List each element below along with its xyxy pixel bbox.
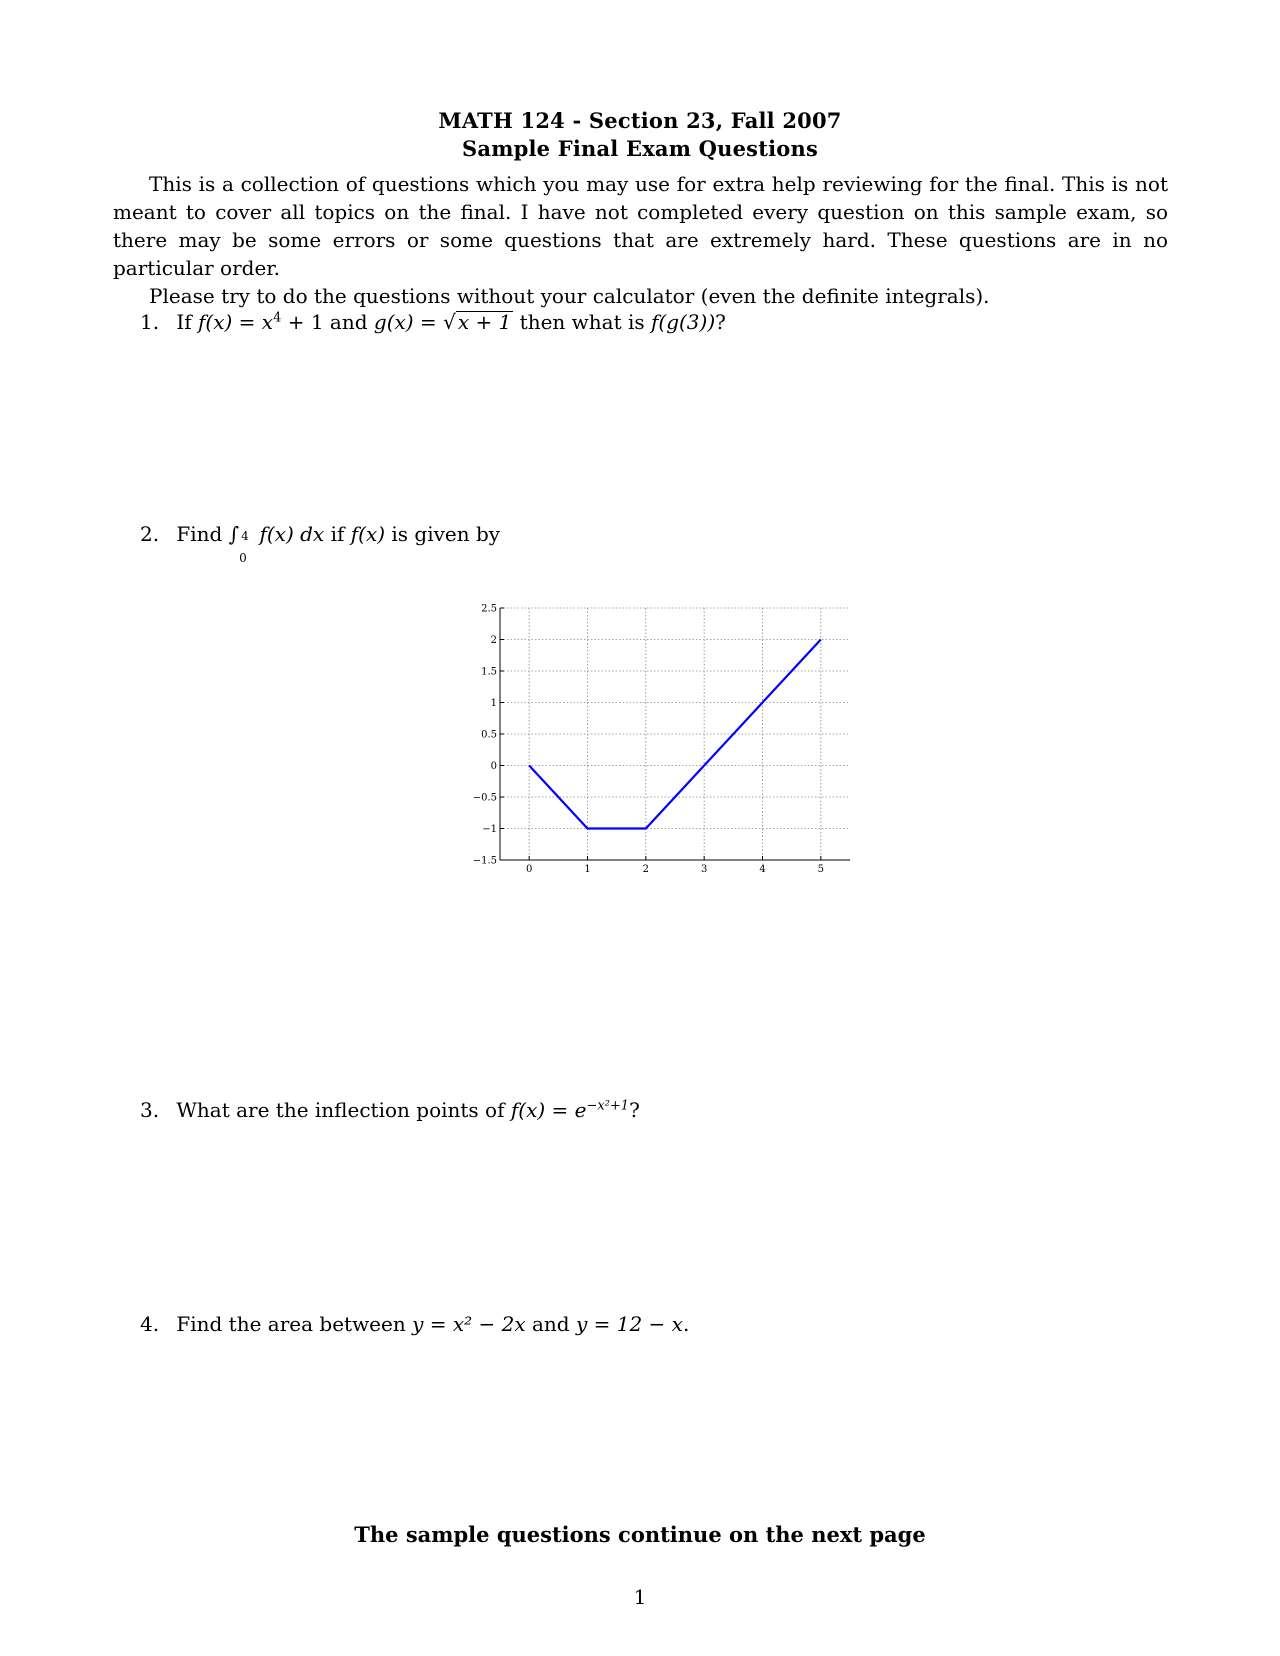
- question-3: [140, 1098, 640, 1122]
- x-tick-label: 3: [700, 864, 708, 875]
- question-number: 4.: [140, 1312, 160, 1336]
- y-tick-label: 2: [490, 635, 497, 646]
- q1-g-radicand: x + 1: [457, 310, 512, 334]
- function-graph: [460, 598, 860, 878]
- q1-f-def: f(x) = x: [198, 310, 274, 334]
- q1-end: ?: [715, 310, 726, 334]
- q1-middle: then what is: [519, 310, 645, 334]
- y-tick-label: 1: [490, 698, 497, 709]
- question-number: 3.: [140, 1098, 160, 1122]
- intro-text: [113, 170, 1168, 310]
- integral-lower: 0: [239, 551, 247, 565]
- q2-tail: is given by: [391, 522, 501, 546]
- y-tick-label: 0.5: [481, 729, 497, 741]
- q1-lead: If: [176, 310, 192, 334]
- q1-f-tail: + 1: [281, 310, 324, 334]
- exam-title: Sample Final Exam Questions: [462, 136, 818, 161]
- x-tick-label: 4: [759, 864, 766, 875]
- x-tick-label: 2: [642, 864, 650, 875]
- question-1: [140, 310, 726, 334]
- q1-f-exp: 4: [273, 310, 282, 326]
- q2-integrand: f(x) dx: [259, 522, 325, 546]
- q2-mid: if: [330, 522, 345, 546]
- page-number: 1: [633, 1585, 647, 1609]
- x-tick-label: 5: [817, 864, 825, 875]
- question-2: [140, 522, 501, 565]
- y-tick-label: 0: [490, 761, 497, 772]
- question-number: 2.: [140, 522, 160, 546]
- x-tick-label: 0: [525, 864, 533, 875]
- course-title: MATH 124 - Section 23, Fall 2007: [438, 108, 842, 133]
- question-4: [140, 1312, 689, 1336]
- grid-lines: [500, 608, 850, 860]
- q2-lead: Find: [176, 522, 223, 546]
- y-tick-label: −1.5: [472, 855, 497, 867]
- y-tick-label: 2.5: [481, 603, 497, 615]
- intro-paragraph-1: This is a collection of questions which you may use for extra help reviewing for the final. This is not meant to cover all topics on the final. I have not completed every question on this sample exam, so there may be some errors or some questions that are extremely hard. These questions are in no particular order.: [113, 172, 1168, 280]
- intro-paragraph-2: Please try to do the questions without your calculator (even the definite integrals).: [149, 284, 990, 308]
- q4-lead: Find the area between: [176, 1312, 406, 1336]
- y-tick-label: −1: [482, 824, 497, 835]
- y-tick-label: −0.5: [472, 792, 497, 804]
- tick-labels: [473, 604, 824, 876]
- sqrt-sign: √: [443, 310, 456, 334]
- q3-end: ?: [629, 1098, 640, 1122]
- q1-and: and: [329, 310, 368, 334]
- continue-note: The sample questions continue on the next page: [354, 1522, 926, 1547]
- y-tick-label: 1.5: [481, 666, 497, 678]
- q4-eq1: y = x² − 2x: [412, 1312, 526, 1336]
- integral-sign: ∫: [228, 522, 240, 546]
- q3-func: f(x) = e: [510, 1098, 587, 1122]
- q4-eq2: y = 12 − x: [575, 1312, 683, 1336]
- question-number: 1.: [140, 310, 160, 334]
- q1-g-def: g(x) =: [373, 310, 444, 334]
- x-tick-label: 1: [584, 864, 591, 875]
- q4-end: .: [682, 1312, 690, 1336]
- q3-exponent: −x²+1: [586, 1098, 630, 1114]
- integral-upper: 4: [241, 529, 249, 543]
- q3-lead: What are the inflection points of: [176, 1098, 505, 1122]
- q1-ask: f(g(3)): [651, 310, 716, 334]
- q4-and: and: [532, 1312, 570, 1336]
- q2-fx: f(x): [350, 522, 386, 546]
